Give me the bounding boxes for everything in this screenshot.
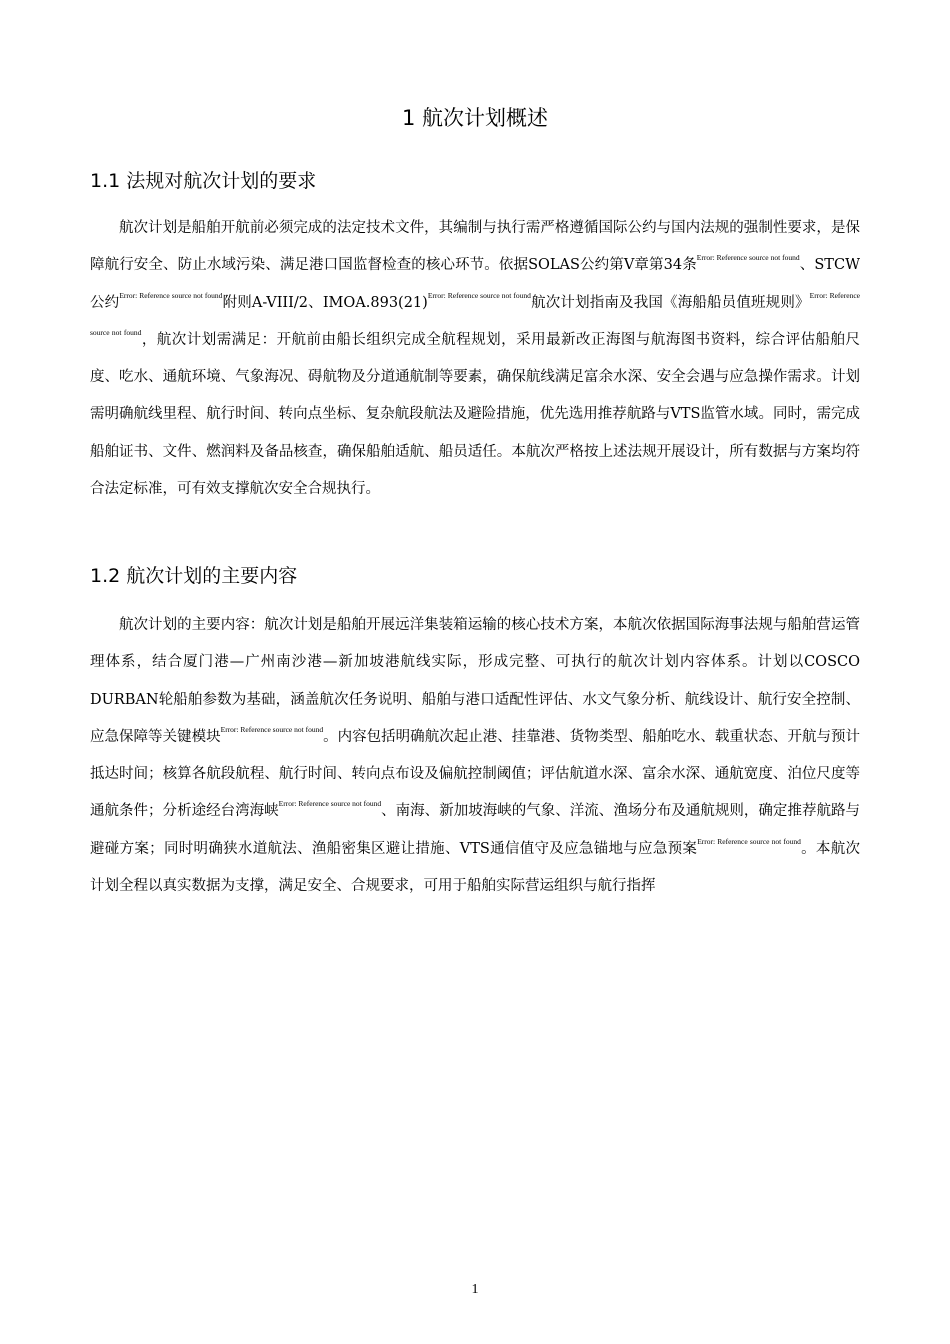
text-run: ，航次计划需满足：开航前由船长组织完成全航程规划，采用最新改正海图与航海图书资料，综合评估船舶尺度、吃水、通航环境、气象海况、碍航物及分道通航制等要素，确保航线满足富余水深、安全会遇与应急操作需求。计划需明确航线里程、航行时间、转向点坐标、复杂航段航法及避险措施，优先选用推荐航路与VTS监管水域。同时，需完成船舶证书、文件、燃润料及备品核查，确保船舶适航、船员适任。本航次严格按上述法规开展设计，所有数据与方案均符合法定标准，可有效支撑航次安全合规执行。	[90, 331, 861, 498]
chapter-heading: 1 航次计划概述	[401, 106, 549, 130]
reference-error: Error: Reference source not found	[696, 253, 800, 263]
text-run: 附则A-VIII/2、IMOA.893(21)	[222, 294, 428, 311]
reference-error: Error: Reference source not found	[427, 290, 531, 300]
section-1-2-paragraph	[90, 607, 860, 905]
text-run: 航次计划是船舶开航前必须完成的法定技术文件，其编制与执行需严格遵循国际公约与国内法规的强制性要求，是保障航行安全、防止水域污染、满足港口国监督检查的核心环节。依据SOLAS公约第V章第34条	[90, 220, 860, 274]
reference-error: Error: Reference source not found	[90, 290, 860, 337]
page-number: 1	[471, 1282, 479, 1297]
section-heading-1-1: 1.1 法规对航次计划的要求	[90, 170, 317, 192]
reference-error: Error: Reference source not found	[220, 724, 324, 734]
section-1-1-paragraph	[90, 210, 860, 508]
section-heading-1-2: 1.2 航次计划的主要内容	[90, 565, 298, 587]
text-run: 航次计划的主要内容：航次计划是船舶开展远洋集装箱运输的核心技术方案，本航次依据国际海事法规与船舶营运管理体系，结合厦门港—广州南沙港—新加坡港航线实际，形成完整、可执行的航次计划内容体系。计划以COSCO DURBAN轮船舶参数为基础，涵盖航次任务说明、船舶与港口适配性评估、水文气象分析、航线设计、航行安全控制、应急保障等关键模块	[90, 617, 860, 745]
text-run: 航次计划指南及我国《海船船员值班规则》	[530, 294, 810, 311]
reference-error: Error: Reference source not found	[697, 836, 801, 846]
text-run: 。内容包括明确航次起止港、挂靠港、货物类型、船舶吃水、载重状态、开航与预计抵达时间；核算各航段航程、航行时间、转向点布设及偏航控制阈值；评估航道水深、富余水深、通航宽度、泊位尺度等通航条件；分析途经台湾海峡	[90, 728, 860, 820]
reference-error: Error: Reference source not found	[119, 290, 223, 300]
text-run: 、南海、新加坡海峡的气象、洋流、渔场分布及通航规则，确定推荐航路与避碰方案；同时明确狭水道航法、渔船密集区避让措施、VTS通信值守及应急锚地与应急预案	[90, 803, 860, 857]
text-run: 。本航次计划全程以真实数据为支撑，满足安全、合规要求，可用于船舶实际营运组织与航行指挥	[90, 840, 860, 895]
text-run: 、STCW公约	[90, 257, 860, 311]
reference-error: Error: Reference source not found	[278, 799, 382, 809]
